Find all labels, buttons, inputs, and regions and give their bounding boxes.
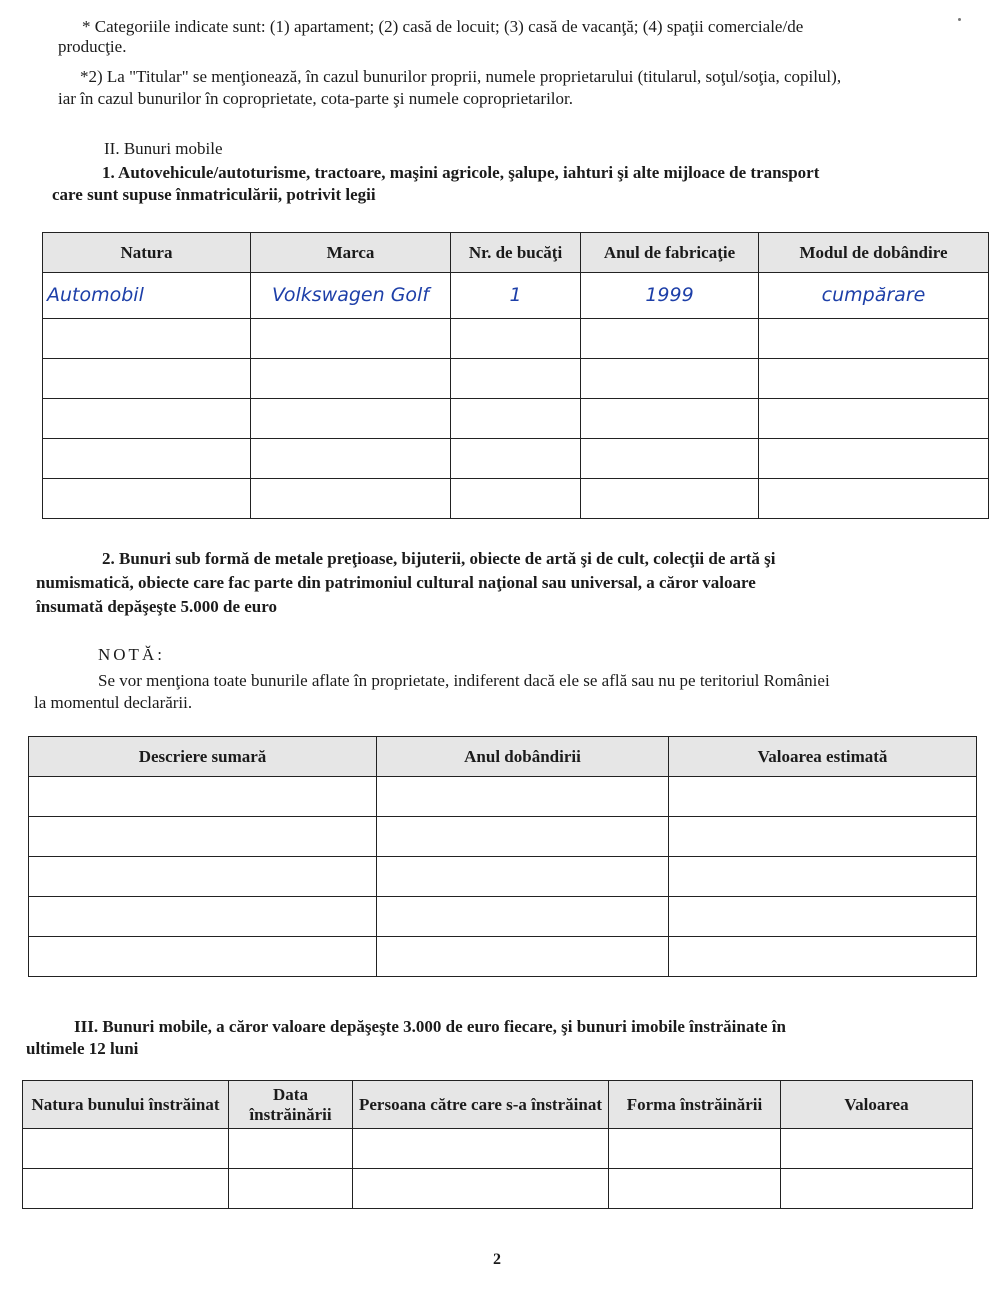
subsection2-heading-line2: numismatică, obiecte care fac parte din patrimoniul cultural naţional sau universal, a căror valoare: [36, 573, 756, 592]
cell-valoarea-estimata: [669, 857, 977, 897]
cell-anul-dobandirii: [377, 937, 669, 977]
cell-descriere: [29, 897, 377, 937]
cell-modul-dobandire: cumpărare: [759, 273, 989, 319]
col-header-persoana: Persoana către care s-a înstrăinat: [353, 1081, 609, 1129]
footnote-categories-line1: * Categoriile indicate sunt: (1) apartament; (2) casă de locuit; (3) casă de vacanţă; (4) spaţii comerciale/de: [82, 17, 804, 36]
table-row: [43, 439, 989, 479]
cell-anul-fabricatie: 1999: [581, 273, 759, 319]
col-header-valoarea: Valoarea: [781, 1081, 973, 1129]
vehicles-table: [42, 232, 989, 519]
table-row: [43, 479, 989, 519]
col-header-natura-bunului: Natura bunului înstrăinat: [23, 1081, 229, 1129]
cell-marca: Volkswagen Golf: [251, 273, 451, 319]
nota-line1: Se vor menţiona toate bunurile aflate în proprietate, indiferent dacă ele se află sau nu pe teritoriul României: [98, 671, 830, 690]
cell-valoarea: [781, 1129, 973, 1169]
cell-modul-dobandire: [759, 319, 989, 359]
col-header-anul-dobandirii: Anul dobândirii: [377, 737, 669, 777]
cell-natura: [43, 439, 251, 479]
cell-anul-fabricatie: [581, 319, 759, 359]
cell-natura: Automobil: [43, 273, 251, 319]
section3-heading-line2: ultimele 12 luni: [26, 1039, 139, 1058]
subsection2-heading-line1: 2. Bunuri sub formă de metale preţioase, bijuterii, obiecte de artă şi de cult, colecţii de artă şi: [102, 549, 776, 568]
cell-anul-dobandirii: [377, 897, 669, 937]
subsection1-heading-line2: care sunt supuse înmatriculării, potrivit legii: [52, 185, 376, 204]
col-header-valoarea-estimata: Valoarea estimată: [669, 737, 977, 777]
cell-anul-dobandirii: [377, 817, 669, 857]
col-header-anul-fabricatie: Anul de fabricaţie: [581, 233, 759, 273]
cell-valoarea: [781, 1169, 973, 1209]
section3-heading-line1: III. Bunuri mobile, a căror valoare depăşeşte 3.000 de euro fiecare, şi bunuri imobile înstrăinate în: [74, 1017, 786, 1036]
cell-natura: [43, 399, 251, 439]
cell-descriere: [29, 817, 377, 857]
cell-anul-fabricatie: [581, 479, 759, 519]
cell-descriere: [29, 857, 377, 897]
cell-natura: [43, 479, 251, 519]
cell-anul-fabricatie: [581, 359, 759, 399]
table-row: [43, 399, 989, 439]
cell-modul-dobandire: [759, 359, 989, 399]
cell-modul-dobandire: [759, 479, 989, 519]
alienated-header-row: [23, 1081, 973, 1129]
cell-marca: [251, 439, 451, 479]
nota-label: NOTĂ:: [98, 645, 165, 664]
table-row: [43, 359, 989, 399]
cell-forma-instrainarii: [609, 1129, 781, 1169]
table-row: [23, 1129, 973, 1169]
table-row: [29, 857, 977, 897]
section-title-bunuri-mobile: II. Bunuri mobile: [104, 139, 223, 158]
alienated-assets-table: [22, 1080, 973, 1209]
footnote-categories-line2: producţie.: [58, 37, 127, 56]
valuables-header-row: [29, 737, 977, 777]
cell-nr-bucati: [451, 399, 581, 439]
cell-natura-bunului: [23, 1129, 229, 1169]
cell-forma-instrainarii: [609, 1169, 781, 1209]
col-header-forma-instrainarii: Forma înstrăinării: [609, 1081, 781, 1129]
cell-nr-bucati: [451, 439, 581, 479]
cell-nr-bucati: [451, 319, 581, 359]
table-row: [29, 937, 977, 977]
footnote-titular-line2: iar în cazul bunurilor în coproprietate, cota-parte şi numele coproprietarilor.: [58, 89, 573, 108]
col-header-nr-bucati: Nr. de bucăţi: [451, 233, 581, 273]
cell-anul-dobandirii: [377, 777, 669, 817]
cell-data-instrainarii: [229, 1129, 353, 1169]
cell-natura: [43, 319, 251, 359]
subsection2-heading-line3: însumată depăşeşte 5.000 de euro: [36, 597, 277, 616]
col-header-modul-dobandire: Modul de dobândire: [759, 233, 989, 273]
cell-anul-fabricatie: [581, 399, 759, 439]
nota-line2: la momentul declarării.: [34, 693, 193, 712]
footnote-titular-line1: *2) La "Titular" se menţionează, în cazul bunurilor proprii, numele proprietarului (titularul, soţul/soţia, copilul),: [80, 67, 842, 86]
cell-natura: [43, 359, 251, 399]
cell-modul-dobandire: [759, 439, 989, 479]
vehicles-header-row: [43, 233, 989, 273]
table-row: [29, 777, 977, 817]
cell-anul-dobandirii: [377, 857, 669, 897]
table-row: [43, 319, 989, 359]
cell-descriere: [29, 937, 377, 977]
cell-nr-bucati: [451, 479, 581, 519]
col-header-data-instrainarii: Data înstrăinării: [229, 1081, 353, 1129]
cell-modul-dobandire: [759, 399, 989, 439]
cell-nr-bucati: [451, 359, 581, 399]
table-row: [43, 273, 989, 319]
cell-persoana: [353, 1169, 609, 1209]
cell-nr-bucati: 1: [451, 273, 581, 319]
valuables-table: [28, 736, 977, 977]
col-header-descriere: Descriere sumară: [29, 737, 377, 777]
col-header-natura: Natura: [43, 233, 251, 273]
cell-valoarea-estimata: [669, 897, 977, 937]
page-number: 2: [493, 1251, 501, 1268]
cell-marca: [251, 399, 451, 439]
cell-valoarea-estimata: [669, 937, 977, 977]
cell-marca: [251, 479, 451, 519]
cell-persoana: [353, 1129, 609, 1169]
table-row: [29, 897, 977, 937]
table-row: [29, 817, 977, 857]
cell-data-instrainarii: [229, 1169, 353, 1209]
col-header-marca: Marca: [251, 233, 451, 273]
cell-valoarea-estimata: [669, 817, 977, 857]
cell-natura-bunului: [23, 1169, 229, 1209]
table-row: [23, 1169, 973, 1209]
cell-anul-fabricatie: [581, 439, 759, 479]
cell-valoarea-estimata: [669, 777, 977, 817]
subsection1-heading-line1: 1. Autovehicule/autoturisme, tractoare, maşini agricole, şalupe, iahturi şi alte mijloace de transport: [102, 163, 820, 182]
scan-speck: [958, 18, 961, 21]
cell-descriere: [29, 777, 377, 817]
cell-marca: [251, 319, 451, 359]
cell-marca: [251, 359, 451, 399]
